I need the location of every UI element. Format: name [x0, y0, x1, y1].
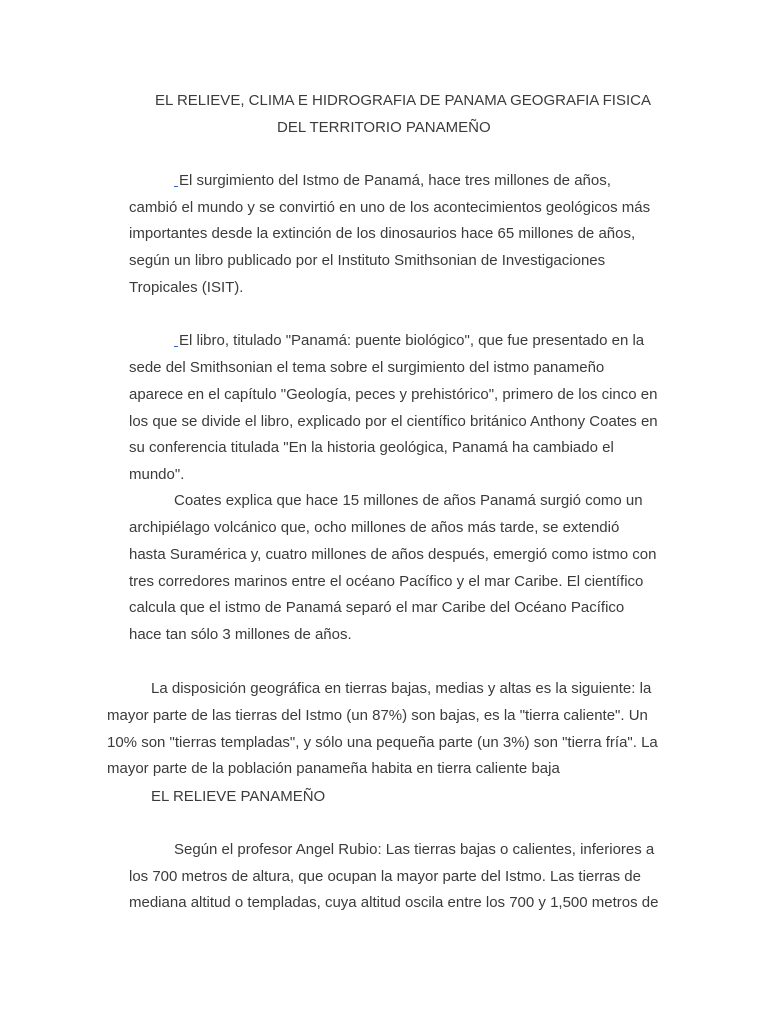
inline-link[interactable] [174, 172, 178, 187]
title-line: EL RELIEVE, CLIMA E HIDROGRAFIA DE PANAMA GEOGRAFIA FISICA [155, 92, 651, 109]
paragraph-line: los que se divide el libro, explicado por el científico británico Anthony Coates en [129, 413, 658, 430]
paragraph-line: hace tan sólo 3 millones de años. [129, 626, 352, 643]
paragraph-line [174, 172, 611, 190]
paragraph-line: Coates explica que hace 15 millones de años Panamá surgió como un [174, 492, 643, 509]
paragraph-line: tres corredores marinos entre el océano Pacífico y el mar Caribe. El científico [129, 573, 644, 590]
paragraph-line: mediana altitud o templadas, cuya altitud oscila entre los 700 y 1,500 metros de [129, 894, 659, 911]
paragraph-line: Tropicales (ISIT). [129, 279, 244, 296]
paragraph-line: sede del Smithsonian el tema sobre el surgimiento del istmo panameño [129, 359, 605, 376]
paragraph-line: calcula que el istmo de Panamá separó el mar Caribe del Océano Pacífico [129, 599, 625, 616]
title-line: DEL TERRITORIO PANAMEÑO [277, 119, 491, 136]
paragraph-line: La disposición geográfica en tierras bajas, medias y altas es la siguiente: la [151, 680, 652, 697]
paragraph-line: aparece en el capítulo "Geología, peces y prehistórico", primero de los cinco en [129, 386, 658, 403]
paragraph-line: cambió el mundo y se convirtió en uno de los acontecimientos geológicos más [129, 199, 651, 216]
paragraph-line: hasta Suramérica y, cuatro millones de años después, emergió como istmo con [129, 546, 657, 563]
paragraph-line: mundo". [129, 466, 185, 483]
paragraph-line: los 700 metros de altura, que ocupan la mayor parte del Istmo. Las tierras de [129, 868, 641, 885]
paragraph-line: importantes desde la extinción de los dinosaurios hace 65 millones de años, [129, 225, 636, 242]
paragraph-line: mayor parte de las tierras del Istmo (un 87%) son bajas, es la "tierra caliente". Un [107, 707, 648, 724]
paragraph-line: archipiélago volcánico que, ocho millones de años más tarde, se extendió [129, 519, 620, 536]
paragraph-line-text: El surgimiento del Istmo de Panamá, hace tres millones de años, [179, 172, 611, 189]
paragraph-line: su conferencia titulada "En la historia geológica, Panamá ha cambiado el [129, 439, 614, 456]
section-heading: EL RELIEVE PANAMEÑO [151, 788, 326, 805]
paragraph-line: 10% son "tierras templadas", y sólo una pequeña parte (un 3%) son "tierra fría". La [107, 734, 658, 751]
paragraph-line: según un libro publicado por el Instituto Smithsonian de Investigaciones [129, 252, 606, 269]
paragraph-line: mayor parte de la población panameña habita en tierra caliente baja [107, 760, 560, 777]
inline-link[interactable] [174, 332, 178, 347]
paragraph-line [174, 332, 644, 350]
paragraph-line-text: El libro, titulado "Panamá: puente biológico", que fue presentado en la [179, 332, 645, 349]
paragraph-line: Según el profesor Angel Rubio: Las tierras bajas o calientes, inferiores a [174, 841, 655, 858]
